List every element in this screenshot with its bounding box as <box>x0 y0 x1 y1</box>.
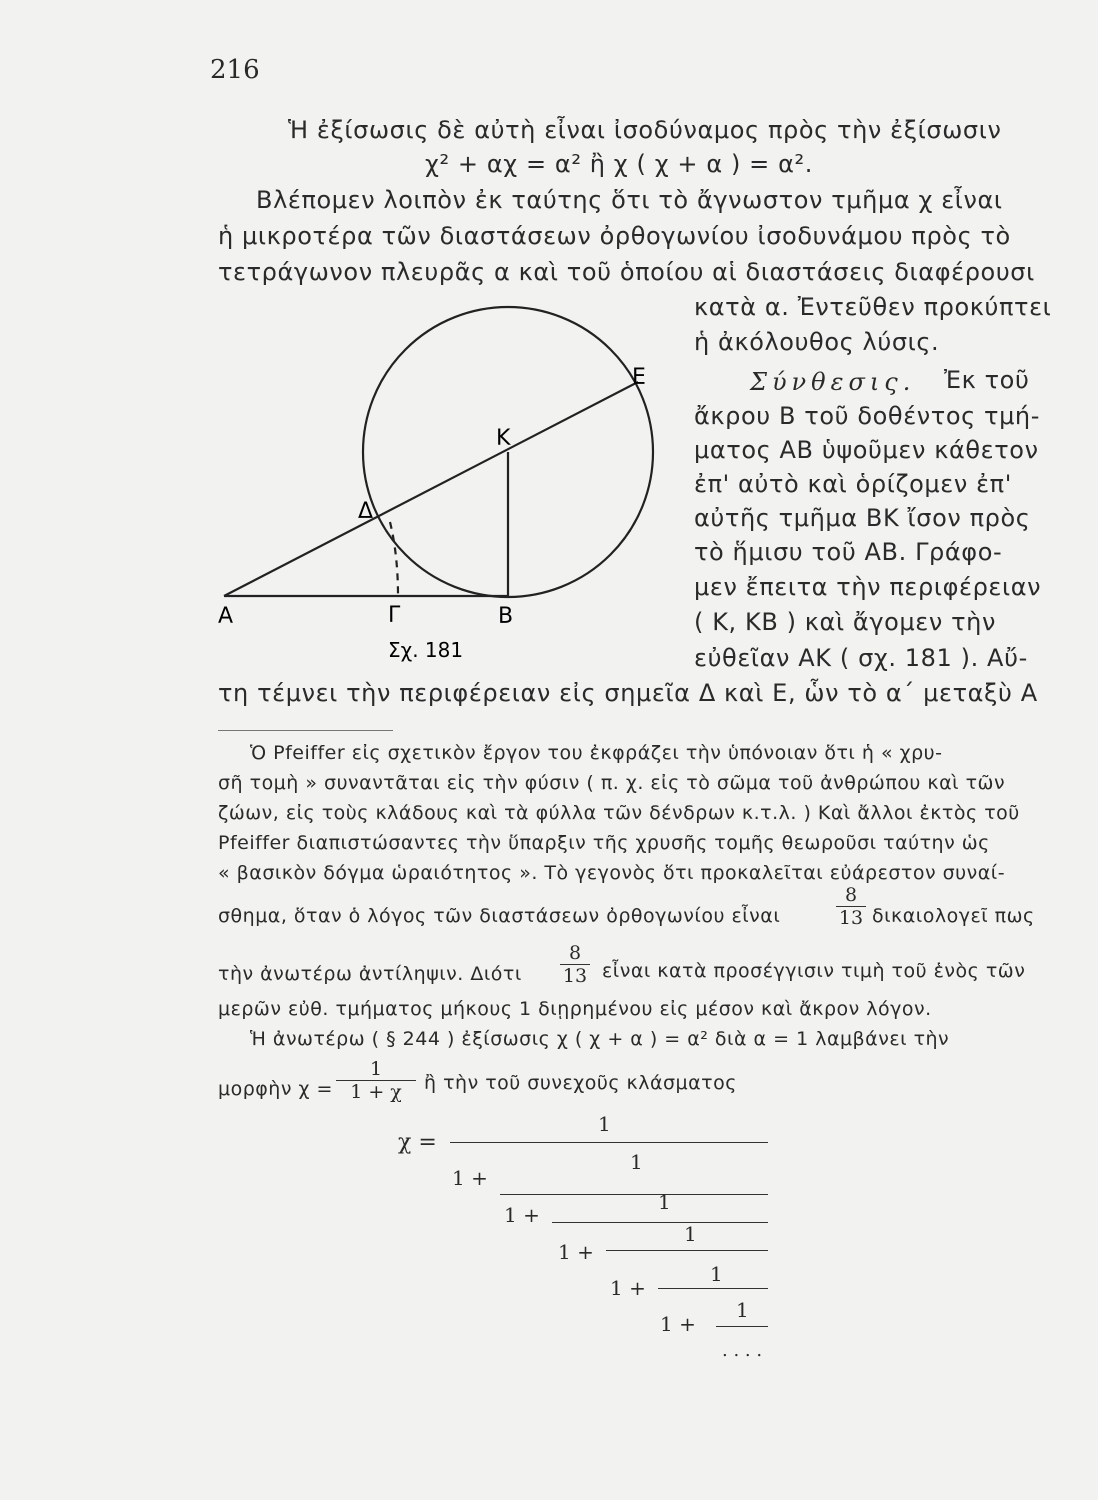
right-column-line: κατὰ α. Ἐντεῦθεν προκύπτει <box>694 293 1052 321</box>
synthesis-heading: Σύνθεσις. <box>750 368 916 396</box>
equation-line: χ² + αχ = α² ἢ χ ( χ + α ) = α². <box>425 150 813 178</box>
footnote-line: ζώων, εἰς τοὺς κλάδους καὶ τὰ φύλλα τῶν δένδρων κ.τ.λ. ) Καὶ ἄλλοι ἐκτὸς τοῦ <box>218 802 1020 824</box>
footnote-line: εἶναι κατὰ προσέγγισιν τιμὴ τοῦ ἑνὸς τῶν <box>602 960 1026 982</box>
footnote-line: Pfeiffer διαπιστώσαντες τὴν ὕπαρξιν τῆς χρυσῆς τομῆς θεωροῦσι ταύτην ὡς <box>218 832 990 854</box>
fraction-numerator: 1 <box>598 1112 611 1136</box>
continued-fraction-lhs: χ = <box>398 1130 437 1155</box>
right-column-line: εὐθεῖαν ΑΚ ( σχ. 181 ). Αὔ- <box>694 644 1028 672</box>
right-column-line: ἄκρου Β τοῦ δοθέντος τμή- <box>694 402 1041 430</box>
fraction-numerator: 8 <box>844 884 858 906</box>
fraction-bar <box>658 1288 768 1289</box>
fraction-denominator: 1 + χ <box>336 1080 416 1103</box>
fraction-1-over-1-plus-x <box>336 1058 416 1103</box>
fraction-bar <box>450 1142 768 1143</box>
label-d: Δ <box>358 499 374 524</box>
fraction-numerator: 1 <box>736 1298 749 1322</box>
label-a: Α <box>218 604 234 629</box>
fraction-plus: 1 + <box>452 1166 488 1190</box>
fraction-plus: 1 + <box>558 1240 594 1264</box>
paragraph-line: τετράγωνον πλευρᾶς α καὶ τοῦ ὁποίου αἱ διαστάσεις διαφέρουσι <box>218 258 1035 286</box>
fraction-bar <box>716 1326 768 1327</box>
footnote-line: « βασικὸν δόγμα ὡραιότητος ». Τὸ γεγονὸς ὅτι προκαλεῖται εὐάρεστον συναί- <box>218 862 1006 884</box>
fraction-numerator: 1 <box>684 1222 697 1246</box>
right-column-line: ματος ΑΒ ὑψοῦμεν κάθετον <box>694 436 1039 464</box>
right-column-line: αὐτῆς τμῆμα ΒΚ ἴσον πρὸς <box>694 504 1031 532</box>
geometry-figure <box>210 300 670 680</box>
fraction-numerator: 1 <box>658 1190 671 1214</box>
fraction-numerator: 8 <box>568 942 582 964</box>
label-g: Γ <box>388 603 401 628</box>
fraction-bar <box>552 1222 768 1223</box>
footnote-line: σθημα, ὅταν ὁ λόγος τῶν διαστάσεων ὀρθογωνίου εἶναι <box>218 905 781 927</box>
paragraph-line: Βλέπομεν λοιπὸν ἐκ ταύτης ὅτι τὸ ἄγνωστον τμῆμα χ εἶναι <box>256 186 1003 214</box>
footnote-rule <box>218 730 393 731</box>
right-column-line: τὸ ἥμισυ τοῦ ΑΒ. Γράφο- <box>694 538 1003 566</box>
right-column-line: μεν ἔπειτα τὴν περιφέρειαν <box>694 573 1042 601</box>
footnote-line: Ὁ Pfeiffer εἰς σχετικὸν ἔργον του ἐκφράζει τὴν ὑπόνοιαν ὅτι ἡ « χρυ- <box>250 742 943 764</box>
paragraph-line: ἡ μικροτέρα τῶν διαστάσεων ὀρθογωνίου ἰσοδυνάμου πρὸς τὸ <box>218 222 1011 250</box>
fraction-plus: 1 + <box>610 1276 646 1300</box>
fraction-denominator: 13 <box>836 906 866 929</box>
fraction-plus: 1 + <box>504 1203 540 1227</box>
fraction-denominator: 13 <box>560 964 590 987</box>
label-e: Ε <box>632 365 646 390</box>
label-b: Β <box>498 604 514 629</box>
after-figure-line: τη τέμνει τὴν περιφέρειαν εἰς σημεῖα Δ καὶ Ε, ὧν τὸ α΄ μεταξὺ Α <box>218 679 1038 707</box>
footnote-line: σῆ τομὴ » συναντᾶται εἰς τὴν φύσιν ( π. χ. εἰς τὸ σῶμα τοῦ ἀνθρώπου καὶ τῶν <box>218 772 1006 794</box>
ellipsis: . . . . <box>722 1340 763 1361</box>
footnote-line: Ἡ ἀνωτέρω ( § 244 ) ἐξίσωσις χ ( χ + α ) = α² διὰ α = 1 λαμβάνει τὴν <box>250 1028 950 1050</box>
arc-dg <box>390 522 398 596</box>
fraction-8-13 <box>560 942 590 987</box>
page-number: 216 <box>210 55 260 85</box>
right-column-line: ἐπ' αὐτὸ καὶ ὁρίζομεν ἐπ' <box>694 470 1012 498</box>
figure-caption: Σχ. 181 <box>388 638 464 662</box>
footnote-line: ἢ τὴν τοῦ συνεχοῦς κλάσματος <box>424 1072 737 1094</box>
right-column-line: ( Κ, ΚΒ ) καὶ ἄγομεν τὴν <box>694 608 996 636</box>
footnote-line: μορφὴν χ = <box>218 1078 333 1100</box>
fraction-numerator: 1 <box>710 1262 723 1286</box>
footnote-line: δικαιολογεῖ πως <box>872 905 1035 927</box>
right-column-line: ἡ ἀκόλουθος λύσις. <box>694 328 940 356</box>
fraction-plus: 1 + <box>660 1312 696 1336</box>
fraction-8-13 <box>836 884 866 929</box>
line-ae <box>224 382 638 596</box>
intro-line: Ἡ ἐξίσωσις δὲ αὐτὴ εἶναι ἰσοδύναμος πρὸς τὴν ἐξίσωσιν <box>288 116 1002 144</box>
footnote-line: μερῶν εὐθ. τμήματος μήκους 1 διῃρημένου εἰς μέσον καὶ ἄκρον λόγον. <box>218 998 932 1020</box>
label-k: Κ <box>496 426 511 451</box>
right-column-line: Ἐκ τοῦ <box>944 366 1030 394</box>
fraction-numerator: 1 <box>369 1058 383 1080</box>
fraction-bar <box>606 1250 768 1251</box>
fraction-bar <box>500 1194 768 1195</box>
footnote-line: τὴν ἀνωτέρω ἀντίληψιν. Διότι <box>218 963 522 985</box>
fraction-numerator: 1 <box>630 1150 643 1174</box>
